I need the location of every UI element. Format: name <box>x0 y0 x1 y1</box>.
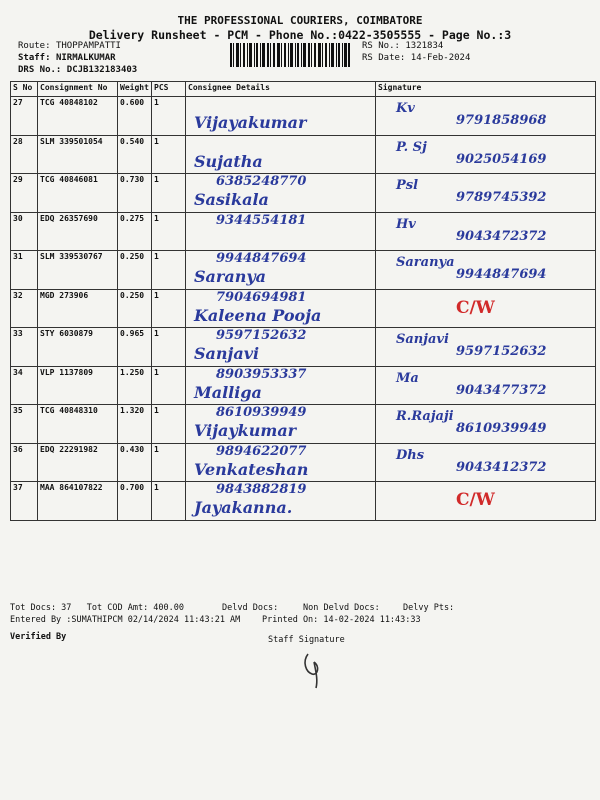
consignment-no-cell: MAA 864107822 <box>38 482 118 521</box>
rs-date-value: 14-Feb-2024 <box>410 53 471 63</box>
rs-date-label: RS Date: <box>362 53 406 63</box>
sno-cell: 36 <box>11 443 38 482</box>
runsheet-subtitle: Delivery Runsheet - PCM - Phone No.:0422-3505555 - Page No.:3 <box>88 28 512 42</box>
consignee-name: Vijayakumar <box>194 113 307 132</box>
weight-cell: 0.250 <box>118 251 152 290</box>
table-row <box>11 405 596 444</box>
route-label: Route: <box>18 41 51 51</box>
signature-phone: 9025054169 <box>456 151 547 167</box>
pcs-cell: 1 <box>152 251 186 290</box>
signature-phone: 9043472372 <box>456 228 547 244</box>
signature-cell <box>376 366 596 405</box>
tot-cod: Tot COD Amt: 400.00 <box>86 603 185 613</box>
entered-by: Entered By :SUMATHIPCM 02/14/2024 11:43:21 AM <box>10 615 241 625</box>
consignee-name: Venkateshan <box>194 459 309 479</box>
drs-line <box>18 65 137 75</box>
staff-label: Staff: <box>18 53 51 63</box>
col-pcs: PCS <box>152 82 186 97</box>
consignee-phone: 9944847694 <box>216 251 307 266</box>
table-row <box>11 289 596 328</box>
pcs-cell: 1 <box>152 328 186 367</box>
staff-signature-mark-icon <box>300 650 330 690</box>
consignee-cell <box>186 482 376 521</box>
sno-cell: 35 <box>11 405 38 444</box>
table-row <box>11 328 596 367</box>
consignee-name: Jayakanna. <box>194 498 293 517</box>
consignee-name: Sujatha <box>194 151 263 171</box>
pcs-cell: 1 <box>152 174 186 213</box>
signature-text: Saranya <box>396 255 455 270</box>
consignment-no-cell: VLP 1137809 <box>38 366 118 405</box>
sno-cell: 37 <box>11 482 38 521</box>
signature-cell <box>376 289 596 328</box>
consignee-phone: 9894622077 <box>216 443 307 459</box>
consignment-no-cell: TCG 40848310 <box>38 405 118 444</box>
consignee-cell <box>186 289 376 328</box>
signature-cell <box>376 174 596 213</box>
weight-cell: 0.600 <box>118 97 152 136</box>
weight-cell: 0.965 <box>118 328 152 367</box>
sno-cell: 31 <box>11 251 38 290</box>
signature-phone: 9791858968 <box>456 113 547 128</box>
consignee-name: Vijaykumar <box>194 421 297 440</box>
drs-label: DRS No.: <box>18 65 62 75</box>
table-row <box>11 135 596 174</box>
consignee-cell <box>186 366 376 405</box>
weight-cell: 1.250 <box>118 366 152 405</box>
pcs-cell: 1 <box>152 97 186 136</box>
col-consignment: Consignment No <box>38 82 118 97</box>
signature-text: Kv <box>396 101 415 116</box>
table-row <box>11 443 596 482</box>
sno-cell: 34 <box>11 366 38 405</box>
sno-cell: 33 <box>11 328 38 367</box>
verified-by: Verified By <box>10 632 67 642</box>
signature-text: P. Sj <box>396 139 427 155</box>
return-mark: C/W <box>456 490 495 510</box>
delvy-pts: Delvy Pts: <box>403 603 455 613</box>
weight-cell: 0.275 <box>118 212 152 251</box>
consignment-no-cell: SLM 339501054 <box>38 135 118 174</box>
weight-cell: 0.730 <box>118 174 152 213</box>
pcs-cell: 1 <box>152 135 186 174</box>
consignment-no-cell: MGD 273906 <box>38 289 118 328</box>
drs-value: DCJB132183403 <box>66 65 138 75</box>
signature-cell <box>376 135 596 174</box>
consignee-name: Sasikala <box>194 190 269 209</box>
sno-cell: 29 <box>11 174 38 213</box>
company-title: THE PROFESSIONAL COURIERS, COIMBATORE <box>177 14 423 27</box>
signature-text: Dhs <box>396 447 425 463</box>
table-header-row <box>11 82 596 97</box>
consignment-no-cell: SLM 339530767 <box>38 251 118 290</box>
consignee-name: Malliga <box>194 382 262 402</box>
signature-phone: 9944847694 <box>456 267 547 282</box>
weight-cell: 1.320 <box>118 405 152 444</box>
consignee-phone: 9597152632 <box>216 328 307 343</box>
rs-no-value: 1321834 <box>405 41 444 51</box>
table-row <box>11 366 596 405</box>
col-sno: S No <box>11 82 38 97</box>
pcs-cell: 1 <box>152 212 186 251</box>
rs-date-line <box>362 53 470 63</box>
consignee-cell <box>186 212 376 251</box>
signature-cell <box>376 443 596 482</box>
route-value: THOPPAMPATTI <box>55 41 121 51</box>
consignment-no-cell: EDQ 26357690 <box>38 212 118 251</box>
weight-cell: 0.250 <box>118 289 152 328</box>
return-mark: C/W <box>456 297 495 318</box>
consignee-phone: 6385248770 <box>216 174 307 189</box>
printed-on: Printed On: 14-02-2024 11:43:33 <box>262 615 421 625</box>
consignee-cell <box>186 251 376 290</box>
pcs-cell: 1 <box>152 443 186 482</box>
signature-cell <box>376 212 596 251</box>
barcode-icon <box>230 43 350 67</box>
signature-phone: 8610939949 <box>456 421 547 436</box>
col-consignee: Consignee Details <box>186 82 376 97</box>
staff-signature-label: Staff Signature <box>268 635 345 645</box>
signature-text: Sanjavi <box>396 332 449 347</box>
consignee-name: Sanjavi <box>194 344 260 363</box>
non-delvd-docs: Non Delvd Docs: <box>303 603 380 613</box>
consignee-name: Saranya <box>194 267 267 286</box>
sno-cell: 28 <box>11 135 38 174</box>
rs-no-line <box>362 41 443 51</box>
consignment-no-cell: STY 6030879 <box>38 328 118 367</box>
signature-text: Psl <box>396 178 419 193</box>
signature-text: R.Rajaji <box>396 409 454 424</box>
table-row <box>11 212 596 251</box>
consignee-phone: 8903953337 <box>216 366 307 382</box>
pcs-cell: 1 <box>152 405 186 444</box>
tot-docs: Tot Docs: 37 <box>10 603 72 613</box>
sno-cell: 32 <box>11 289 38 328</box>
consignment-no-cell: TCG 40848102 <box>38 97 118 136</box>
footer-totals <box>10 603 184 613</box>
signature-cell <box>376 251 596 290</box>
table-row <box>11 482 596 521</box>
consignee-phone: 8610939949 <box>216 405 307 420</box>
signature-cell <box>376 405 596 444</box>
signature-phone: 9597152632 <box>456 344 547 359</box>
consignee-phone: 7904694981 <box>216 289 307 305</box>
staff-line <box>18 53 116 63</box>
consignee-cell <box>186 405 376 444</box>
table-row <box>11 174 596 213</box>
runsheet-table <box>10 81 596 521</box>
consignee-phone: 9344554181 <box>216 212 307 228</box>
consignee-name: Kaleena Pooja <box>194 305 322 325</box>
consignee-cell <box>186 443 376 482</box>
signature-cell <box>376 97 596 136</box>
consignment-no-cell: TCG 40846081 <box>38 174 118 213</box>
pcs-cell: 1 <box>152 366 186 405</box>
table-row <box>11 251 596 290</box>
signature-text: Ma <box>396 370 419 386</box>
pcs-cell: 1 <box>152 289 186 328</box>
col-weight: Weight <box>118 82 152 97</box>
weight-cell: 0.700 <box>118 482 152 521</box>
rs-no-label: RS No.: <box>362 41 400 51</box>
consignee-cell <box>186 97 376 136</box>
consignment-no-cell: EDQ 22291982 <box>38 443 118 482</box>
signature-text: Hv <box>396 216 416 232</box>
sno-cell: 30 <box>11 212 38 251</box>
weight-cell: 0.430 <box>118 443 152 482</box>
consignee-cell <box>186 328 376 367</box>
delvd-docs: Delvd Docs: <box>222 603 279 613</box>
table-row <box>11 97 596 136</box>
signature-phone: 9789745392 <box>456 190 547 205</box>
signature-cell <box>376 482 596 521</box>
route-line <box>18 41 121 51</box>
signature-phone: 9043477372 <box>456 382 547 398</box>
signature-cell <box>376 328 596 367</box>
staff-value: NIRMALKUMAR <box>55 53 116 63</box>
consignee-phone: 9843882819 <box>216 482 307 497</box>
weight-cell: 0.540 <box>118 135 152 174</box>
col-signature: Signature <box>376 82 596 97</box>
sno-cell: 27 <box>11 97 38 136</box>
consignee-cell <box>186 174 376 213</box>
consignee-cell <box>186 135 376 174</box>
signature-phone: 9043412372 <box>456 459 547 475</box>
pcs-cell: 1 <box>152 482 186 521</box>
